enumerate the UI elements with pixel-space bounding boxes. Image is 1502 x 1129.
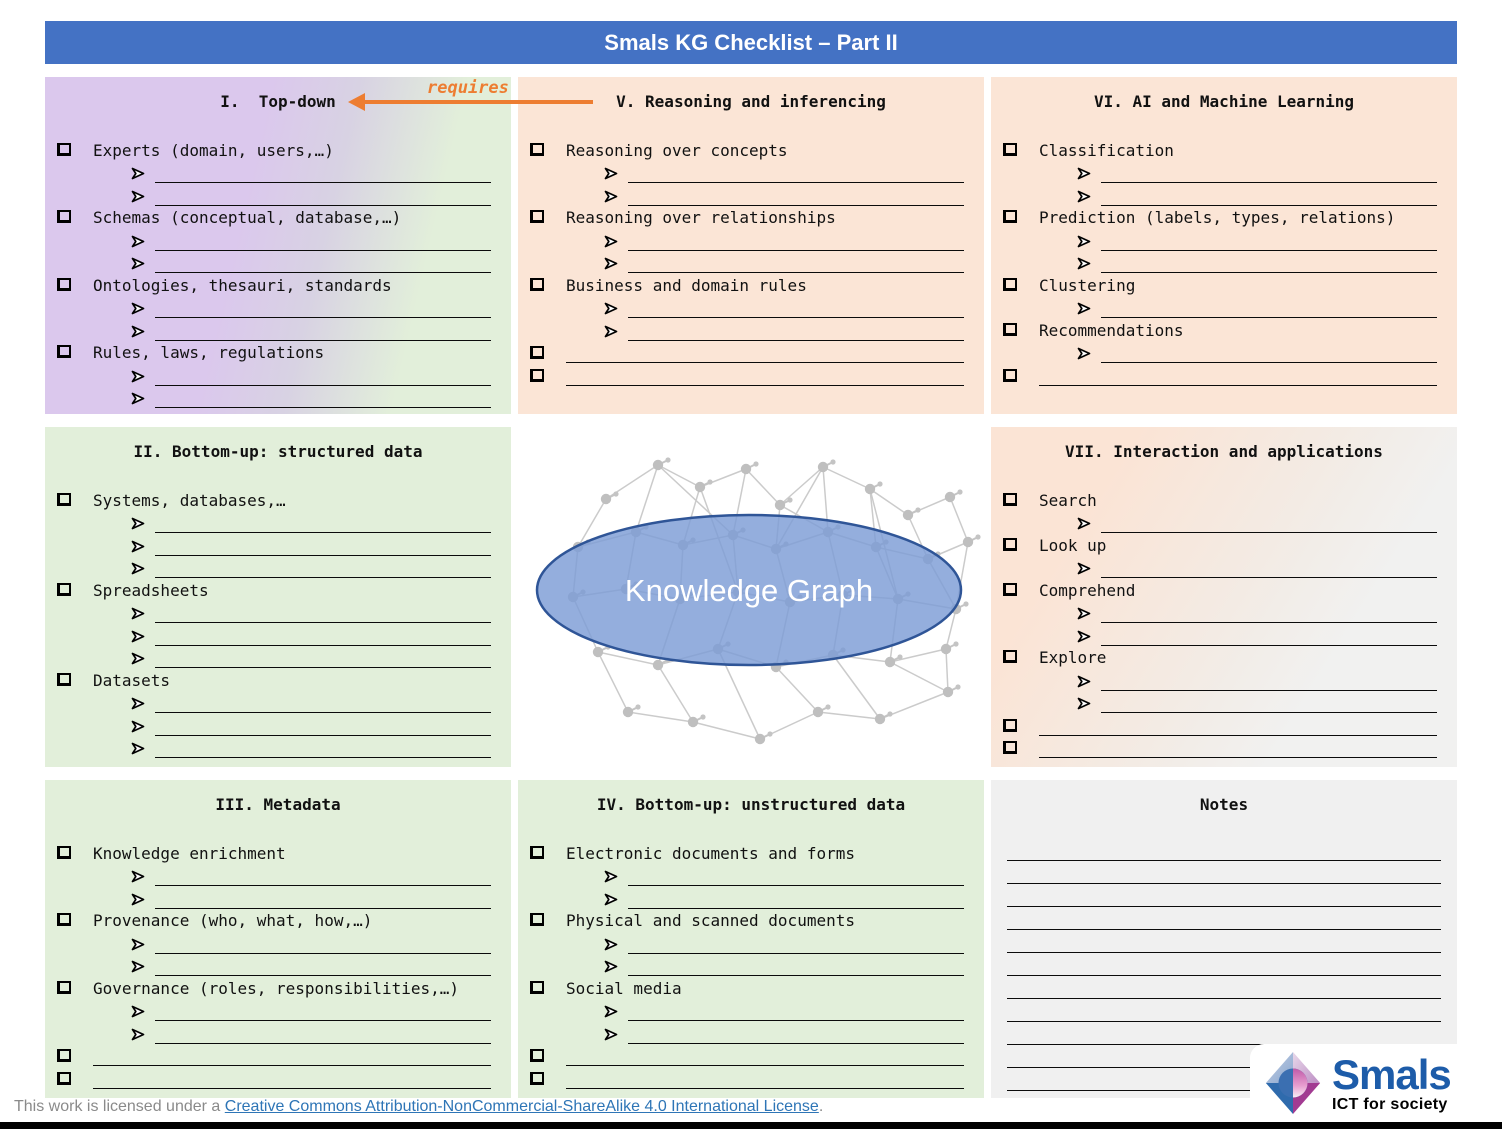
- checklist-subline: [45, 646, 511, 669]
- arrowhead-bullet-icon: [604, 870, 618, 883]
- checklist-item-label: Experts (domain, users,…): [93, 140, 334, 160]
- write-in-line[interactable]: [155, 667, 491, 668]
- checklist-item: [45, 488, 511, 511]
- checklist-subline: [991, 511, 1457, 534]
- checklist-extra-line: [518, 341, 984, 364]
- write-in-line[interactable]: [628, 953, 964, 954]
- write-in-line[interactable]: [155, 385, 491, 386]
- checklist-subline: [45, 931, 511, 954]
- notes-write-in-line[interactable]: [1007, 884, 1441, 907]
- write-in-line[interactable]: [628, 205, 964, 206]
- checklist-item: [45, 668, 511, 691]
- checklist-extra-line: [45, 1066, 511, 1089]
- panel-ai-machine-learning: [991, 77, 1457, 414]
- checklist-subline: [991, 556, 1457, 579]
- checklist-item-label: Spreadsheets: [93, 580, 209, 600]
- panel-title: Notes: [1199, 795, 1249, 814]
- checklist-extra-line: [991, 713, 1457, 736]
- checkbox-icon[interactable]: [57, 143, 71, 156]
- write-in-line[interactable]: [628, 1020, 964, 1021]
- arrowhead-bullet-icon: [131, 1028, 145, 1041]
- checkbox-icon[interactable]: [57, 1072, 71, 1085]
- arrowhead-bullet-icon: [131, 257, 145, 270]
- checkbox-icon[interactable]: [530, 143, 544, 156]
- arrowhead-bullet-icon: [131, 370, 145, 383]
- checklist-item: [991, 138, 1457, 161]
- write-in-line[interactable]: [1101, 362, 1437, 363]
- checkbox-icon[interactable]: [530, 846, 544, 859]
- write-in-line[interactable]: [628, 317, 964, 318]
- checkbox-icon[interactable]: [530, 1049, 544, 1062]
- checklist-board: [45, 77, 1457, 1098]
- panel-body: [45, 488, 511, 758]
- checklist-subline: [991, 623, 1457, 646]
- arrowhead-bullet-icon: [604, 190, 618, 203]
- checklist-item-label: Business and domain rules: [566, 275, 807, 295]
- write-in-line[interactable]: [155, 645, 491, 646]
- write-in-line[interactable]: [566, 385, 964, 386]
- arrowhead-bullet-icon: [131, 302, 145, 315]
- knowledge-graph-label: Knowledge Graph: [624, 573, 874, 608]
- arrowhead-bullet-icon: [604, 938, 618, 951]
- checklist-subline: [991, 161, 1457, 184]
- checklist-subline: [45, 183, 511, 206]
- checklist-item: [991, 488, 1457, 511]
- checklist-subline: [45, 228, 511, 251]
- arrowhead-bullet-icon: [1077, 167, 1091, 180]
- checklist-item: [45, 206, 511, 229]
- panel-title: IV. Bottom-up: unstructured data: [596, 795, 906, 814]
- write-in-line[interactable]: [155, 757, 491, 758]
- checkbox-icon[interactable]: [57, 583, 71, 596]
- checkbox-icon[interactable]: [530, 1072, 544, 1085]
- write-in-line[interactable]: [1101, 532, 1437, 533]
- arrowhead-bullet-icon: [1077, 607, 1091, 620]
- checklist-item-label: Classification: [1039, 140, 1174, 160]
- checklist-item-label: Knowledge enrichment: [93, 843, 286, 863]
- checklist-subline: [45, 1021, 511, 1044]
- panel-title: III. Metadata: [215, 795, 341, 814]
- arrowhead-bullet-icon: [131, 720, 145, 733]
- smals-logo-name: Smals: [1332, 1050, 1451, 1098]
- smals-diamond-icon: [1262, 1049, 1324, 1117]
- checklist-subline: [518, 864, 984, 887]
- checkbox-icon[interactable]: [1003, 323, 1017, 336]
- write-in-line[interactable]: [155, 735, 491, 736]
- checkbox-icon[interactable]: [57, 913, 71, 926]
- knowledge-graph-figure: [518, 427, 984, 767]
- panel-top-down: [45, 77, 511, 414]
- arrowhead-bullet-icon: [131, 190, 145, 203]
- arrowhead-bullet-icon: [131, 540, 145, 553]
- checklist-item: [45, 909, 511, 932]
- checklist-subline: [45, 251, 511, 274]
- arrowhead-bullet-icon: [604, 1028, 618, 1041]
- panel-body: [518, 138, 984, 386]
- arrowhead-bullet-icon: [131, 167, 145, 180]
- checklist-item: [991, 533, 1457, 556]
- arrowhead-bullet-icon: [1077, 630, 1091, 643]
- arrowhead-bullet-icon: [131, 938, 145, 951]
- panel-body: [45, 841, 511, 1089]
- checkbox-icon[interactable]: [530, 278, 544, 291]
- write-in-line[interactable]: [566, 1065, 964, 1066]
- arrowhead-bullet-icon: [131, 235, 145, 248]
- checklist-subline: [45, 318, 511, 341]
- license-text: [14, 1098, 823, 1116]
- checklist-item-label: Reasoning over relationships: [566, 208, 836, 228]
- write-in-line[interactable]: [566, 1088, 964, 1089]
- requires-label: requires: [427, 78, 509, 98]
- panel-bottom-up-unstructured: [518, 780, 984, 1098]
- arrowhead-bullet-icon: [604, 302, 618, 315]
- checklist-subline: [45, 691, 511, 714]
- checklist-extra-line: [991, 736, 1457, 759]
- checklist-subline: [45, 161, 511, 184]
- arrowhead-bullet-icon: [1077, 517, 1091, 530]
- checklist-subline: [45, 954, 511, 977]
- panel-body: [991, 138, 1457, 386]
- checklist-subline: [518, 318, 984, 341]
- write-in-line[interactable]: [628, 908, 964, 909]
- arrowhead-bullet-icon: [1077, 302, 1091, 315]
- write-in-line[interactable]: [628, 250, 964, 251]
- write-in-line[interactable]: [155, 555, 491, 556]
- checklist-item-label: Rules, laws, regulations: [93, 343, 325, 363]
- arrowhead-bullet-icon: [1077, 257, 1091, 270]
- checklist-subline: [45, 601, 511, 624]
- write-in-line[interactable]: [155, 908, 491, 909]
- arrowhead-bullet-icon: [131, 652, 145, 665]
- checkbox-icon[interactable]: [1003, 538, 1017, 551]
- checklist-subline: [991, 183, 1457, 206]
- checklist-extra-line: [518, 363, 984, 386]
- checklist-subline: [518, 886, 984, 909]
- checklist-extra-line: [518, 1044, 984, 1067]
- checklist-extra-line: [45, 1044, 511, 1067]
- checklist-subline: [518, 999, 984, 1022]
- notes-write-in-line[interactable]: [1007, 999, 1441, 1022]
- write-in-line[interactable]: [1101, 690, 1437, 691]
- write-in-line[interactable]: [155, 953, 491, 954]
- bottom-divider-bar: [0, 1122, 1502, 1129]
- page-title: Smals KG Checklist – Part II: [604, 29, 898, 55]
- arrowhead-bullet-icon: [131, 960, 145, 973]
- write-in-line[interactable]: [628, 340, 964, 341]
- checklist-subline: [518, 228, 984, 251]
- write-in-line[interactable]: [155, 577, 491, 578]
- write-in-line[interactable]: [628, 1043, 964, 1044]
- write-in-line[interactable]: [155, 532, 491, 533]
- checklist-subline: [991, 296, 1457, 319]
- checkbox-icon[interactable]: [530, 346, 544, 359]
- checklist-item-label: Reasoning over concepts: [566, 140, 788, 160]
- write-in-line[interactable]: [1039, 735, 1437, 736]
- checkbox-icon[interactable]: [1003, 583, 1017, 596]
- arrowhead-bullet-icon: [604, 325, 618, 338]
- arrowhead-bullet-icon: [1077, 697, 1091, 710]
- checklist-subline: [518, 1021, 984, 1044]
- write-in-line[interactable]: [155, 205, 491, 206]
- checkbox-icon[interactable]: [1003, 143, 1017, 156]
- write-in-line[interactable]: [1039, 385, 1437, 386]
- write-in-line[interactable]: [155, 712, 491, 713]
- checklist-item-label: Comprehend: [1039, 580, 1136, 600]
- write-in-line[interactable]: [155, 885, 491, 886]
- checkbox-icon[interactable]: [530, 913, 544, 926]
- notes-write-in-line[interactable]: [1007, 953, 1441, 976]
- checkbox-icon[interactable]: [530, 369, 544, 382]
- checklist-item-label: Look up: [1039, 535, 1107, 555]
- checklist-extra-line: [518, 1066, 984, 1089]
- panel-body: [45, 138, 511, 408]
- checklist-item: [518, 909, 984, 932]
- checklist-item-label: Explore: [1039, 648, 1107, 668]
- arrowhead-bullet-icon: [131, 893, 145, 906]
- checklist-extra-line: [991, 363, 1457, 386]
- arrowhead-bullet-icon: [604, 257, 618, 270]
- arrowhead-bullet-icon: [604, 1005, 618, 1018]
- panel-body: [518, 841, 984, 1089]
- checkbox-icon[interactable]: [57, 278, 71, 291]
- checkbox-icon[interactable]: [1003, 369, 1017, 382]
- panel-bottom-up-structured: [45, 427, 511, 767]
- write-in-line[interactable]: [155, 317, 491, 318]
- checklist-subline: [45, 999, 511, 1022]
- checkbox-icon[interactable]: [57, 210, 71, 223]
- smals-logo: [1250, 1044, 1502, 1122]
- checklist-subline: [45, 556, 511, 579]
- license-link[interactable]: Creative Commons Attribution-NonCommercial-ShareAlike 4.0 International License: [224, 1098, 819, 1115]
- checklist-subline: [518, 161, 984, 184]
- arrowhead-bullet-icon: [131, 697, 145, 710]
- notes-write-in-line[interactable]: [1007, 861, 1441, 884]
- notes-write-in-line[interactable]: [1007, 976, 1441, 999]
- panel-title: II. Bottom-up: structured data: [133, 442, 423, 461]
- checkbox-icon[interactable]: [1003, 741, 1017, 754]
- arrowhead-bullet-icon: [131, 630, 145, 643]
- checkbox-icon[interactable]: [530, 210, 544, 223]
- notes-write-in-line[interactable]: [1007, 1022, 1441, 1045]
- write-in-line[interactable]: [1039, 757, 1437, 758]
- arrowhead-bullet-icon: [131, 607, 145, 620]
- arrowhead-bullet-icon: [1077, 347, 1091, 360]
- write-in-line[interactable]: [566, 362, 964, 363]
- checkbox-icon[interactable]: [57, 673, 71, 686]
- panel-title: V. Reasoning and inferencing: [616, 92, 886, 111]
- checklist-item-label: Governance (roles, responsibilities,…): [93, 978, 460, 998]
- smals-logo-tagline: ICT for society: [1332, 1095, 1448, 1113]
- checklist-item: [45, 578, 511, 601]
- license-prefix: This work is licensed under a: [14, 1098, 225, 1115]
- arrowhead-bullet-icon: [131, 325, 145, 338]
- checklist-subline: [45, 386, 511, 409]
- checklist-item: [518, 273, 984, 296]
- checklist-item-label: Search: [1039, 490, 1097, 510]
- checkbox-icon[interactable]: [57, 1049, 71, 1062]
- write-in-line[interactable]: [1101, 272, 1437, 273]
- checklist-subline: [518, 251, 984, 274]
- checkbox-icon[interactable]: [1003, 210, 1017, 223]
- write-in-line[interactable]: [155, 250, 491, 251]
- write-in-line[interactable]: [155, 975, 491, 976]
- checklist-item-label: Provenance (who, what, how,…): [93, 911, 373, 931]
- checklist-item: [991, 578, 1457, 601]
- checklist-item: [518, 206, 984, 229]
- write-in-line[interactable]: [628, 182, 964, 183]
- write-in-line[interactable]: [628, 885, 964, 886]
- write-in-line[interactable]: [155, 340, 491, 341]
- checklist-subline: [991, 341, 1457, 364]
- checklist-item: [45, 341, 511, 364]
- write-in-line[interactable]: [1101, 645, 1437, 646]
- checklist-subline: [991, 228, 1457, 251]
- checklist-item-label: Electronic documents and forms: [566, 843, 855, 863]
- checkbox-icon[interactable]: [530, 981, 544, 994]
- panel-body: [991, 488, 1457, 758]
- write-in-line[interactable]: [1101, 622, 1437, 623]
- checklist-subline: [991, 668, 1457, 691]
- write-in-line[interactable]: [1101, 577, 1437, 578]
- checklist-item-label: Systems, databases,…: [93, 490, 286, 510]
- write-in-line[interactable]: [1101, 250, 1437, 251]
- checklist-subline: [518, 296, 984, 319]
- notes-write-in-line[interactable]: [1007, 838, 1441, 861]
- checkbox-icon[interactable]: [1003, 719, 1017, 732]
- write-in-line[interactable]: [155, 1020, 491, 1021]
- checklist-item-label: Clustering: [1039, 275, 1136, 295]
- checklist-subline: [45, 511, 511, 534]
- checklist-item-label: Prediction (labels, types, relations): [1039, 208, 1396, 228]
- checklist-item-label: Physical and scanned documents: [566, 911, 855, 931]
- license-suffix: .: [818, 1098, 824, 1115]
- checklist-item: [45, 138, 511, 161]
- checkbox-icon[interactable]: [57, 345, 71, 358]
- checklist-subline: [45, 864, 511, 887]
- checklist-item: [991, 206, 1457, 229]
- write-in-line[interactable]: [628, 975, 964, 976]
- arrowhead-bullet-icon: [131, 742, 145, 755]
- knowledge-graph-network-illustration: [518, 427, 984, 767]
- write-in-line[interactable]: [1101, 712, 1437, 713]
- panel-metadata: [45, 780, 511, 1098]
- checklist-subline: [45, 533, 511, 556]
- arrowhead-bullet-icon: [604, 960, 618, 973]
- checklist-subline: [45, 713, 511, 736]
- checklist-item: [991, 273, 1457, 296]
- panel-reasoning-inferencing: [518, 77, 984, 414]
- checkbox-icon[interactable]: [1003, 493, 1017, 506]
- write-in-line[interactable]: [1101, 317, 1437, 318]
- checklist-item: [991, 646, 1457, 669]
- notes-write-in-line[interactable]: [1007, 930, 1441, 953]
- write-in-line[interactable]: [1101, 182, 1437, 183]
- write-in-line[interactable]: [628, 272, 964, 273]
- write-in-line[interactable]: [1101, 205, 1437, 206]
- arrowhead-bullet-icon: [131, 562, 145, 575]
- write-in-line[interactable]: [93, 1065, 491, 1066]
- checklist-item: [518, 138, 984, 161]
- checklist-subline: [518, 954, 984, 977]
- write-in-line[interactable]: [93, 1088, 491, 1089]
- arrowhead-bullet-icon: [1077, 562, 1091, 575]
- arrowhead-bullet-icon: [131, 1005, 145, 1018]
- panel-title: VI. AI and Machine Learning: [1093, 92, 1355, 111]
- checkbox-icon[interactable]: [1003, 650, 1017, 663]
- write-in-line[interactable]: [155, 182, 491, 183]
- arrowhead-bullet-icon: [604, 167, 618, 180]
- checklist-item: [518, 841, 984, 864]
- checklist-item-label: Datasets: [93, 670, 171, 690]
- panel-title: VII. Interaction and applications: [1065, 442, 1383, 461]
- checkbox-icon[interactable]: [1003, 278, 1017, 291]
- write-in-line[interactable]: [155, 407, 491, 408]
- write-in-line[interactable]: [155, 272, 491, 273]
- checklist-item-label: Social media: [566, 978, 682, 998]
- checklist-item: [45, 976, 511, 999]
- checkbox-icon[interactable]: [57, 981, 71, 994]
- checklist-subline: [45, 736, 511, 759]
- write-in-line[interactable]: [155, 622, 491, 623]
- checkbox-icon[interactable]: [57, 493, 71, 506]
- checklist-subline: [991, 251, 1457, 274]
- checklist-subline: [991, 691, 1457, 714]
- checklist-item-label: Ontologies, thesauri, standards: [93, 275, 392, 295]
- arrowhead-bullet-icon: [1077, 675, 1091, 688]
- arrowhead-bullet-icon: [1077, 235, 1091, 248]
- arrowhead-bullet-icon: [604, 235, 618, 248]
- checklist-subline: [45, 363, 511, 386]
- arrowhead-bullet-icon: [131, 870, 145, 883]
- checklist-item: [518, 976, 984, 999]
- arrowhead-bullet-icon: [604, 893, 618, 906]
- write-in-line[interactable]: [155, 1043, 491, 1044]
- checklist-item: [991, 318, 1457, 341]
- panel-title: I. Top-down: [220, 92, 336, 111]
- checklist-subline: [45, 296, 511, 319]
- checklist-subline: [518, 931, 984, 954]
- checklist-item: [45, 273, 511, 296]
- notes-write-in-line[interactable]: [1007, 907, 1441, 930]
- panel-interaction-applications: [991, 427, 1457, 767]
- checklist-item-label: Schemas (conceptual, database,…): [93, 208, 402, 228]
- arrowhead-bullet-icon: [1077, 190, 1091, 203]
- checklist-subline: [45, 623, 511, 646]
- checkbox-icon[interactable]: [57, 846, 71, 859]
- header-bar: [45, 21, 1457, 64]
- checklist-subline: [45, 886, 511, 909]
- checklist-item-label: Recommendations: [1039, 320, 1184, 340]
- checklist-subline: [991, 601, 1457, 624]
- checklist-item: [45, 841, 511, 864]
- arrowhead-bullet-icon: [131, 517, 145, 530]
- arrowhead-bullet-icon: [131, 392, 145, 405]
- checklist-subline: [518, 183, 984, 206]
